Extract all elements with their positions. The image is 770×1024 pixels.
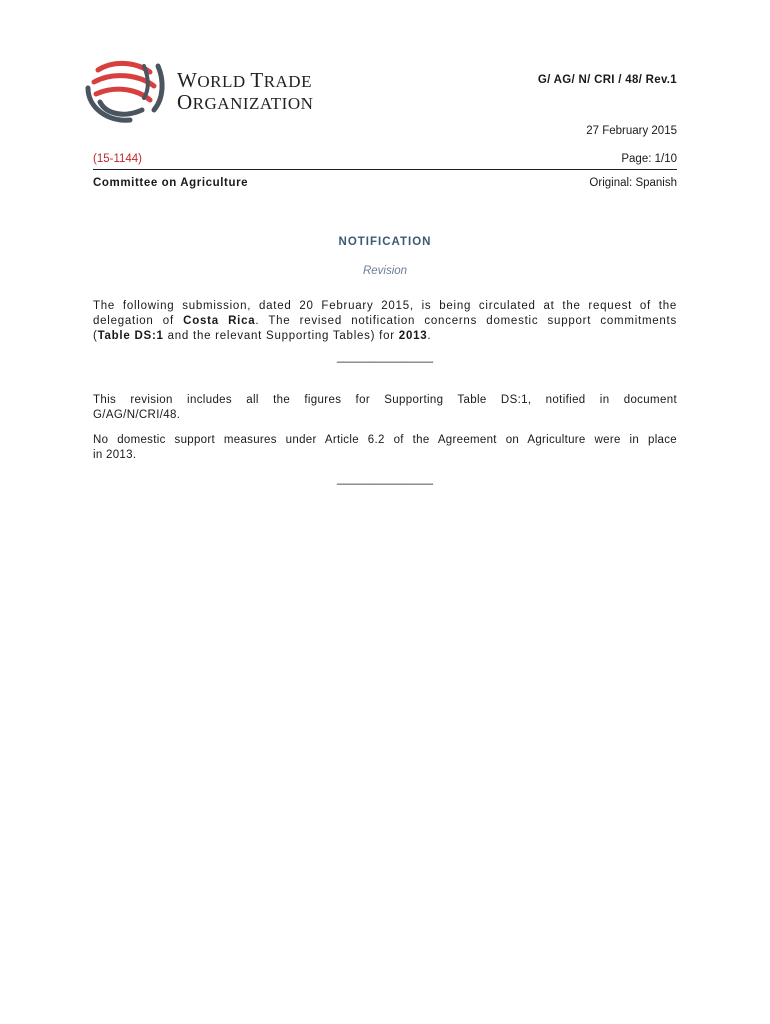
intro-paragraph <box>93 299 677 344</box>
paragraph-line <box>93 314 677 329</box>
paragraph-line: in 2013. <box>93 449 137 461</box>
paragraph-line <box>93 329 677 344</box>
paragraph-line: The following submission, dated 20 February 2015, is being circulated at the request of the <box>93 300 677 312</box>
document-type-heading: NOTIFICATION <box>338 236 432 248</box>
org-name-line2: ORGANIZATION <box>177 90 314 114</box>
text-run: and the relevant Supporting Tables) for <box>163 330 399 342</box>
org-name <box>177 70 313 114</box>
header-divider <box>93 169 677 170</box>
page-number: Page: 1/10 <box>621 153 677 165</box>
document-symbol: G/ AG/ N/ CRI / 48/ Rev.1 <box>537 74 677 86</box>
revision-paragraph <box>93 393 677 423</box>
table-reference: Table DS:1 <box>97 330 164 342</box>
committee-name: Committee on Agriculture <box>93 177 249 189</box>
paragraph-line: This revision includes all the figures for Supporting Table DS:1, notified in document <box>93 394 677 406</box>
text-run: ( <box>93 330 98 342</box>
paragraph-line: No domestic support measures under Article 6.2 of the Agreement on Agriculture were in place <box>93 434 677 446</box>
country-name: Costa Rica <box>183 315 256 327</box>
closing-separator: _______________ <box>337 473 433 485</box>
paragraph-line: G/AG/N/CRI/48. <box>93 409 181 421</box>
org-name-line1: WORLD TRADE <box>177 68 312 92</box>
document-date: 27 February 2015 <box>586 125 677 137</box>
text-run: delegation of <box>93 315 184 327</box>
original-language: Original: Spanish <box>589 177 677 189</box>
document-subtitle: Revision <box>362 265 408 277</box>
text-run: . The revised notification concerns domestic support commitments <box>255 315 678 327</box>
text-run: . <box>427 330 432 342</box>
year-reference: 2013 <box>398 330 428 342</box>
section-separator: _______________ <box>337 351 433 363</box>
wto-logo <box>84 58 336 130</box>
document-number: (15-1144) <box>93 153 143 165</box>
wto-swirl-logo-icon <box>84 58 174 130</box>
measures-paragraph <box>93 433 677 463</box>
